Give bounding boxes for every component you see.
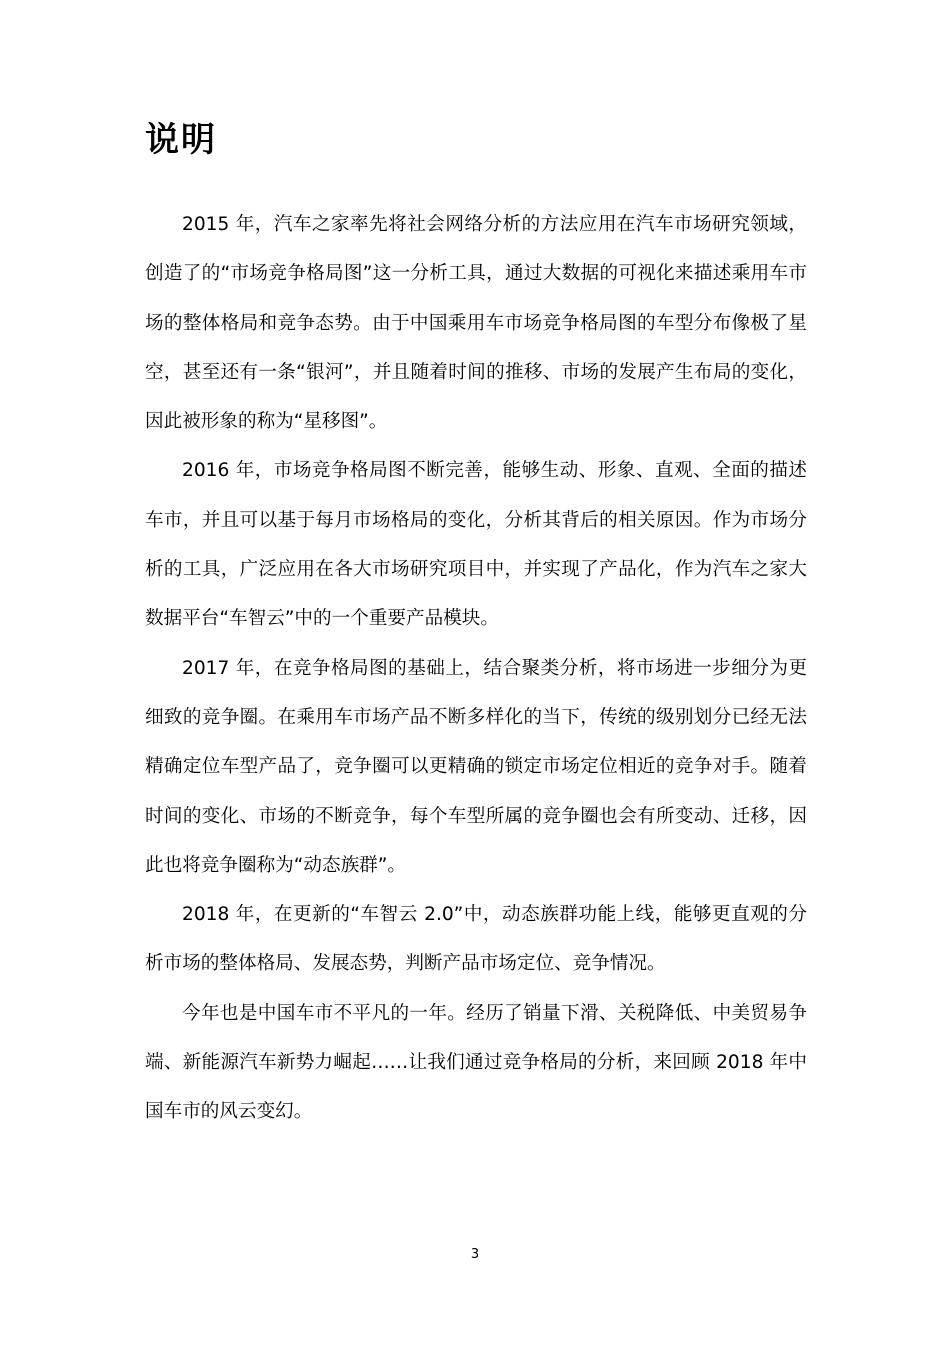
paragraph-2015: 2015 年，汽车之家率先将社会网络分析的方法应用在汽车市场研究领域，创造了的“市场竞争格局图”这一分析工具，通过大数据的可视化来描述乘用车市场的整体格局和竞争态势。由于中国乘用车市场竞争格局图的车型分布像极了星空，甚至还有一条“银河”，并且随着时间的推移、市场的发展产生布局的变化，因此被形象的称为“星移图”。 bbox=[145, 214, 807, 433]
paragraph-2017: 2017 年，在竞争格局图的基础上，结合聚类分析，将市场进一步细分为更细致的竞争圈。在乘用车市场产品不断多样化的当下，传统的级别划分已经无法精确定位车型产品了，竞争圈可以更精确的锁定市场定位相近的竞争对手。随着时间的变化、市场的不断竞争，每个车型所属的竞争圈也会有所变动、迁移，因此也将竞争圈称为“动态族群”。 bbox=[145, 657, 807, 876]
paragraph-2016: 2016 年，市场竞争格局图不断完善，能够生动、形象、直观、全面的描述车市，并且可以基于每月市场格局的变化，分析其背后的相关原因。作为市场分析的工具，广泛应用在各大市场研究项目中，并实现了产品化，作为汽车之家大数据平台“车智云”中的一个重要产品模块。 bbox=[145, 460, 807, 630]
paragraph-this-year: 今年也是中国车市不平凡的一年。经历了销量下滑、关税降低、中美贸易争端、新能源汽车新势力崛起……让我们通过竞争格局的分析，来回顾 2018 年中国车市的风云变幻。 bbox=[145, 1002, 807, 1123]
body-text bbox=[145, 200, 807, 1137]
page-number: 3 bbox=[470, 1247, 480, 1262]
paragraph-2018: 2018 年，在更新的“车智云 2.0”中，动态族群功能上线，能够更直观的分析市场的整体格局、发展态势，判断产品市场定位、竞争情况。 bbox=[145, 904, 807, 975]
page-title: 说明 bbox=[145, 120, 217, 160]
